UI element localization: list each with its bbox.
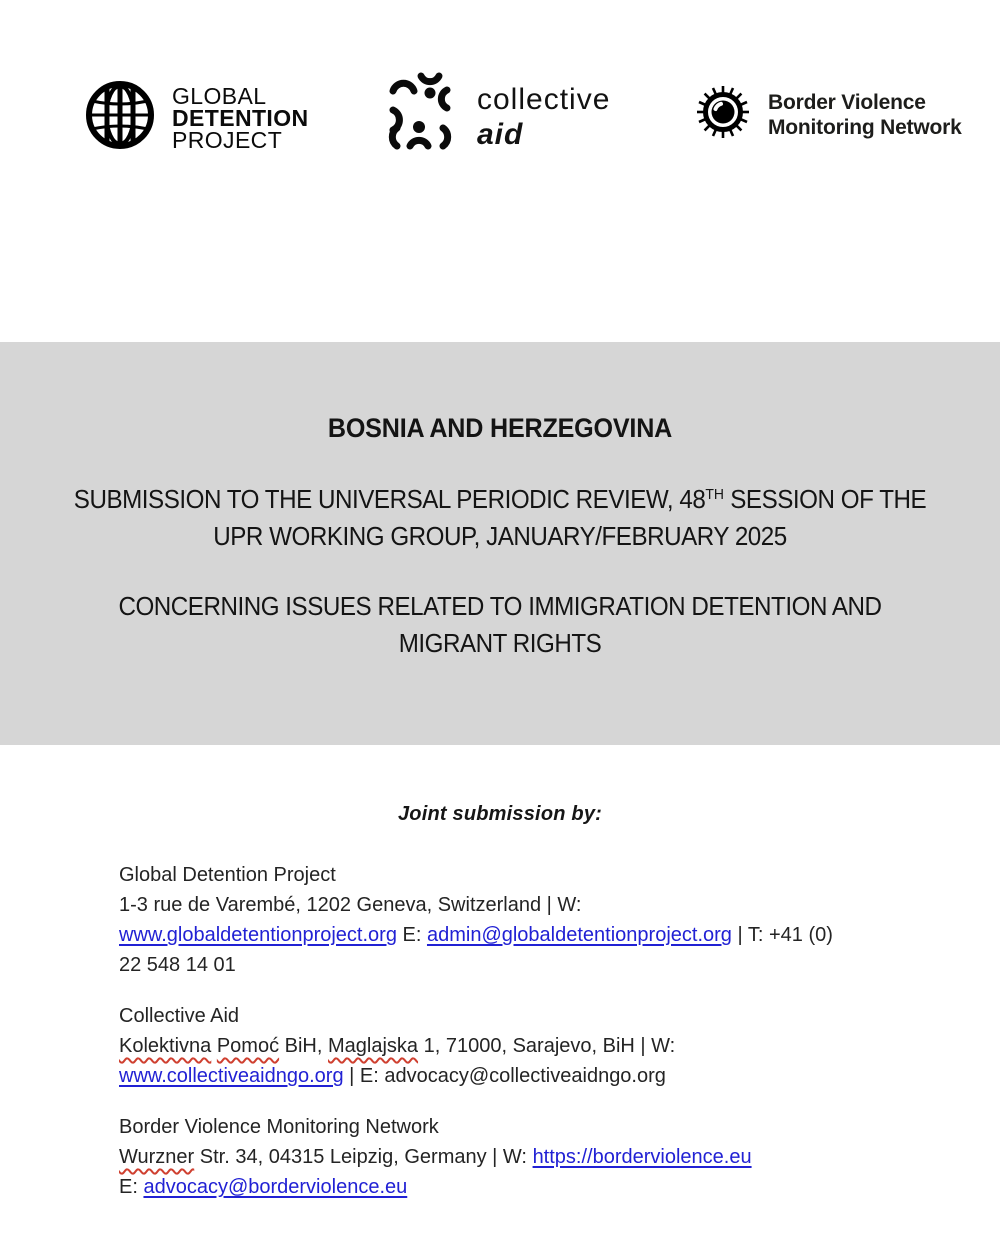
collective-aid-word-collective: collective	[477, 82, 611, 116]
bvmn-wordmark-line: Monitoring Network	[768, 115, 962, 139]
contact-bvmn	[119, 1112, 909, 1202]
gdp-wordmark-line: DETENTION	[172, 104, 309, 131]
submission-title-line2: UPR WORKING GROUP, JANUARY/FEBRUARY 2025	[213, 521, 787, 551]
misspelled-word: Kolektivna	[119, 1035, 212, 1057]
joint-submission-label: Joint submission by:	[397, 803, 603, 825]
contact-gdp	[119, 860, 909, 980]
misspelled-word: Wurzner	[119, 1146, 195, 1168]
logo-global-detention-project	[85, 80, 309, 155]
gdp-wordmark-line: PROJECT	[172, 126, 283, 153]
logo-border-violence-monitoring-network	[694, 83, 962, 146]
logo-collective-aid	[381, 66, 610, 155]
contact-ca-name: Collective Aid	[119, 1005, 240, 1027]
contact-ca-address: Kolektivna Pomoć BiH, Maglajska 1, 71000, Sarajevo, BiH | W:	[119, 1035, 676, 1057]
concerning-title-line2: MIGRANT RIGHTS	[398, 628, 602, 658]
title-banner	[0, 342, 1000, 745]
contact-gdp-phone: 22 548 14 01	[119, 954, 236, 976]
contact-bvmn-name: Border Violence Monitoring Network	[119, 1116, 439, 1138]
gdp-wordmark	[172, 82, 309, 153]
globe-with-prison-bars-icon	[85, 80, 155, 155]
gdp-email-link[interactable]: admin@globaldetentionproject.org	[426, 924, 732, 946]
concerning-title	[35, 588, 965, 662]
contact-bvmn-address: Wurzner Str. 34, 04315 Leipzig, Germany | W: https://borderviolence.eu	[119, 1146, 752, 1168]
contact-details	[119, 860, 909, 1223]
gdp-website-link[interactable]: www.globaldetentionproject.org	[119, 924, 397, 946]
collective-aid-wordmark	[477, 83, 610, 153]
misspelled-word: Maglajska	[328, 1035, 419, 1057]
contact-ca-web-email-line: www.collectiveaidngo.org | E: advocacy@collectiveaidngo.org	[119, 1065, 666, 1087]
bvmn-website-link[interactable]: https://borderviolence.eu	[532, 1146, 752, 1168]
contact-gdp-address: 1-3 rue de Varembé, 1202 Geneva, Switzerland | W:	[119, 894, 582, 916]
submission-title	[35, 476, 965, 555]
contact-gdp-name: Global Detention Project	[119, 864, 336, 886]
ordinal-superscript: TH	[705, 486, 725, 503]
country-title: BOSNIA AND HERZEGOVINA	[327, 413, 673, 443]
contact-collective-aid	[119, 1001, 909, 1091]
camera-lens-barbed-wire-icon	[694, 83, 752, 146]
concerning-title-line1: CONCERNING ISSUES RELATED TO IMMIGRATION DETENTION AND	[118, 591, 882, 621]
collective-aid-website-link[interactable]: www.collectiveaidngo.org	[119, 1065, 344, 1087]
contact-bvmn-email-line: E: advocacy@borderviolence.eu	[119, 1176, 408, 1198]
bvmn-email-link[interactable]: advocacy@borderviolence.eu	[143, 1176, 408, 1198]
header-logos	[0, 0, 1000, 342]
collective-aid-word-aid: aid	[477, 117, 524, 151]
misspelled-word: Pomoć	[216, 1035, 280, 1057]
gdp-wordmark-line: GLOBAL	[172, 82, 267, 109]
submission-title-line1: SUBMISSION TO THE UNIVERSAL PERIODIC REVIEW, 48TH SESSION OF THE	[73, 484, 927, 514]
contact-gdp-web-email-line: www.globaldetentionproject.org E: admin@globaldetentionproject.org | T: +41 (0)	[119, 924, 833, 946]
abstract-arcs-people-icon	[381, 66, 455, 155]
bvmn-wordmark	[768, 90, 962, 140]
bvmn-wordmark-line: Border Violence	[768, 90, 926, 114]
